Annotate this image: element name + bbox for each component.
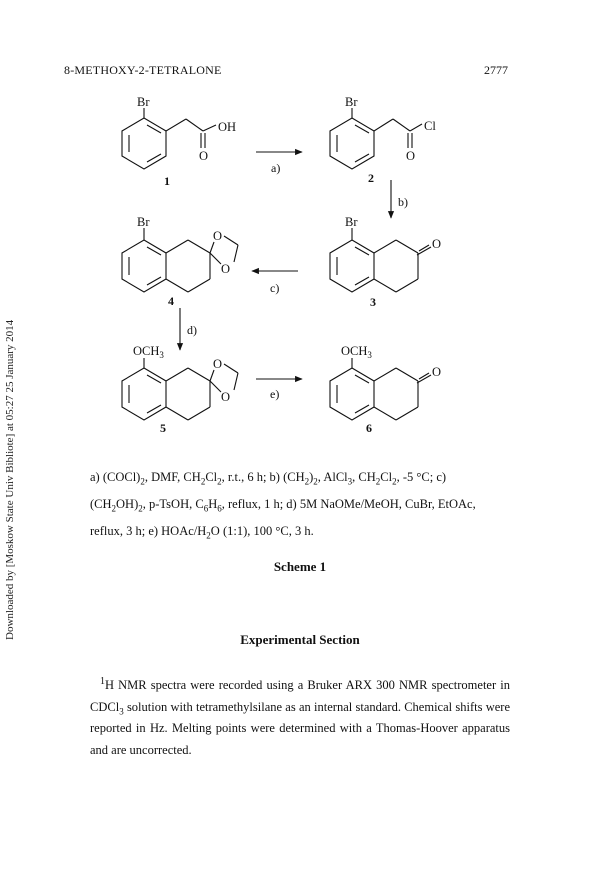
compound-6-och3: $OCH_3$ bbox=[341, 344, 372, 360]
arrow-d-label: d) bbox=[187, 323, 197, 337]
compound-1-oh: OH bbox=[218, 120, 237, 134]
compound-6-o: O bbox=[432, 365, 442, 379]
scheme-caption: Scheme 1 bbox=[273, 559, 327, 574]
compound-4-number: 4 bbox=[168, 294, 174, 308]
download-watermark: Downloaded by [Moskow State Univ Bibliote] at 05:27 25 January 2014 bbox=[4, 319, 16, 640]
section-heading: Experimental Section bbox=[240, 632, 360, 647]
compound-1-o: O bbox=[199, 149, 209, 163]
compound-2-number: 2 bbox=[368, 171, 374, 185]
compound-3-structure bbox=[330, 228, 431, 292]
compound-5-number: 5 bbox=[160, 421, 166, 435]
compound-4-o2: O bbox=[221, 262, 231, 276]
page-number: 2777 bbox=[484, 63, 508, 77]
compound-3-br: Br bbox=[345, 215, 358, 229]
compound-2-o: O bbox=[406, 149, 416, 163]
compound-6-structure bbox=[330, 358, 431, 420]
compound-6-number: 6 bbox=[366, 421, 372, 435]
compound-1-number: 1 bbox=[164, 174, 170, 188]
reaction-conditions bbox=[90, 464, 510, 545]
arrow-b-label: b) bbox=[398, 195, 408, 209]
arrow-c-label: c) bbox=[270, 281, 280, 295]
compound-1-br: Br bbox=[137, 95, 150, 109]
conditions-line-1: a) $(COCl)_2$, DMF, $CH_2Cl_2$, r.t., 6 h; b) $(CH_2)_2$, AlCl$_3$, $CH_2Cl_2$, -5 °C; c) bbox=[90, 470, 447, 487]
compound-3-o: O bbox=[432, 237, 442, 251]
compound-5-och3: $OCH_3$ bbox=[133, 344, 164, 360]
experimental-paragraph: $^1$H NMR spectra were recorded using a Bruker ARX 300 NMR spectrometer in CDCl$_3$ solution with tetramethylsilane as an internal standard. Chemical shifts were reported in Hz. Melting points were determined with a Thomas-Hoover apparatus and are uncorrected. bbox=[90, 675, 510, 757]
compound-2-br: Br bbox=[345, 95, 358, 109]
compound-4-o1: O bbox=[213, 229, 223, 243]
running-title: 8-METHOXY-2-TETRALONE bbox=[64, 63, 222, 77]
compound-2-cl: Cl bbox=[424, 119, 436, 133]
conditions-line-2: $(CH_2OH)_2$, p-TsOH, $C_6H_6$, reflux, 1 h; d) 5M NaOMe/MeOH, CuBr, EtOAc, bbox=[90, 497, 476, 514]
reaction-scheme bbox=[0, 80, 600, 440]
compound-4-br: Br bbox=[137, 215, 150, 229]
compound-5-o2: O bbox=[221, 390, 231, 404]
conditions-line-3: reflux, 3 h; e) HOAc/$H_2O$ (1:1), 100 °C, 3 h. bbox=[90, 524, 314, 541]
compound-5-o1: O bbox=[213, 357, 223, 371]
compound-3-number: 3 bbox=[370, 295, 376, 309]
arrow-e-label: e) bbox=[270, 387, 280, 401]
arrow-a-label: a) bbox=[271, 161, 281, 175]
